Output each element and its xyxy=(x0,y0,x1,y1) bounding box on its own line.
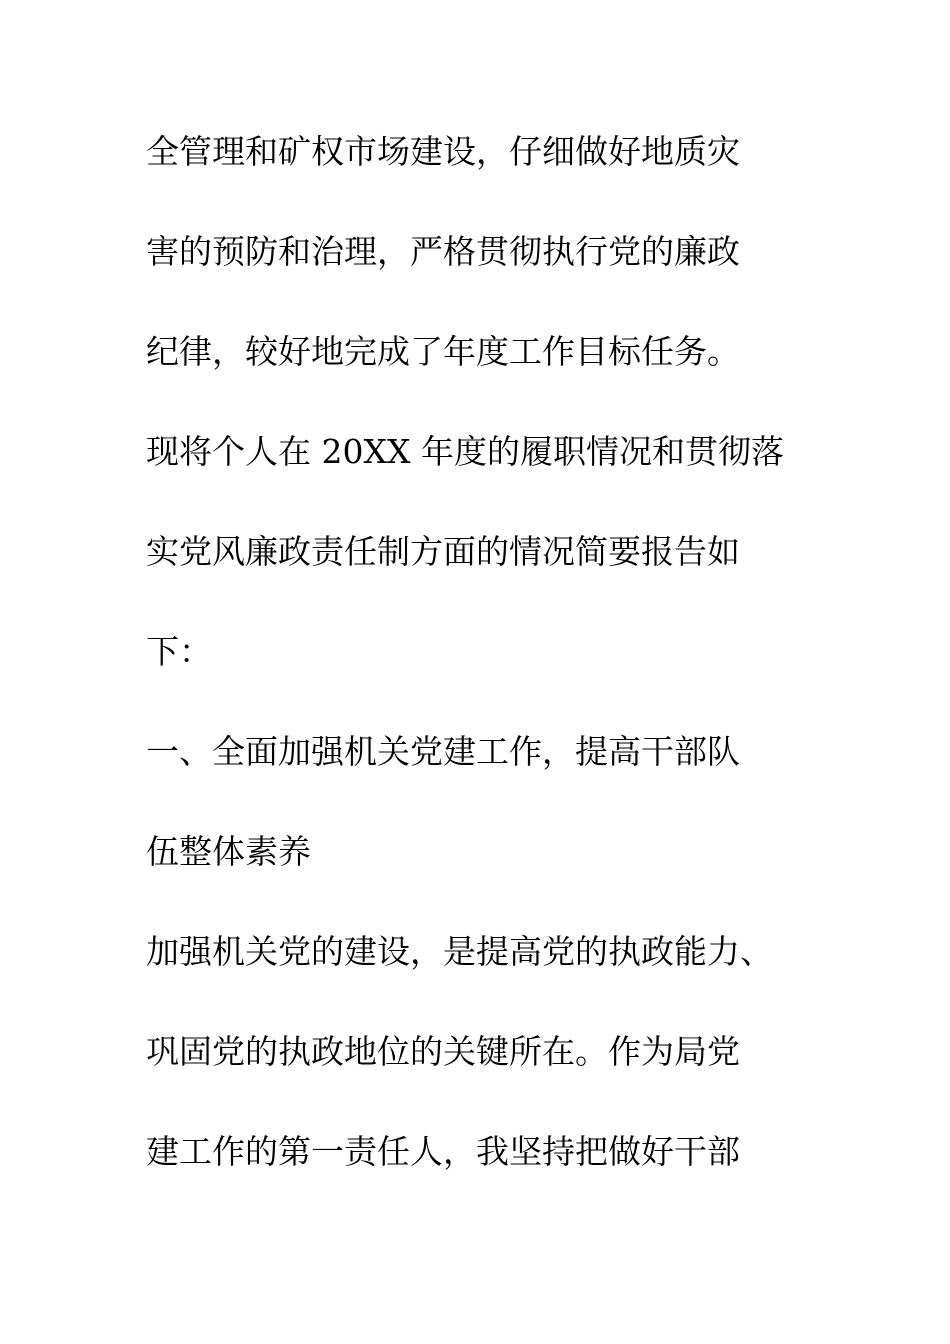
paragraph-line: 加强机关党的建设，是提高党的执政能力、 xyxy=(146,932,773,971)
paragraph-line: 全管理和矿权市场建设，仔细做好地质灾 xyxy=(146,132,740,171)
paragraph-line: 建工作的第一责任人，我坚持把做好干部 xyxy=(146,1132,740,1171)
paragraph-line: 实党风廉政责任制方面的情况简要报告如 xyxy=(146,532,740,571)
section-heading-line: 一、全面加强机关党建工作，提高干部队 xyxy=(146,732,740,771)
paragraph-line: 现将个人在 20XX 年度的履职情况和贯彻落 xyxy=(146,432,784,471)
section-heading-line: 伍整体素养 xyxy=(146,832,311,871)
paragraph-line: 害的预防和治理，严格贯彻执行党的廉政 xyxy=(146,232,740,271)
paragraph-line: 纪律，较好地完成了年度工作目标任务。 xyxy=(146,332,740,371)
paragraph-line: 巩固党的执政地位的关键所在。作为局党 xyxy=(146,1032,740,1071)
paragraph-line: 下： xyxy=(146,632,212,671)
